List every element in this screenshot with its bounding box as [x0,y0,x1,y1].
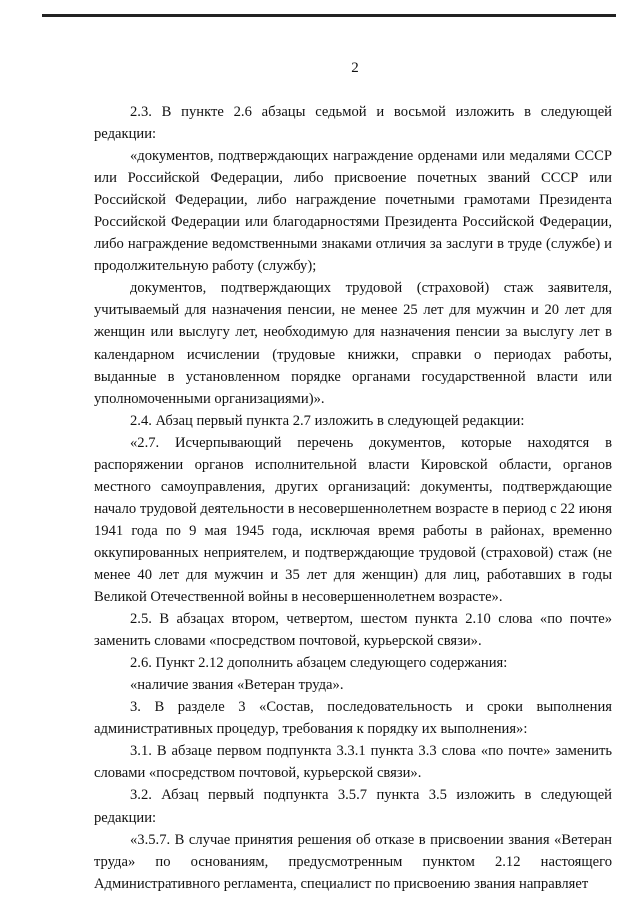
paragraph-3-2: 3.2. Абзац первый подпункта 3.5.7 пункта 3.5 изложить в следующей редакции: [94,787,612,826]
paragraph-3-1: 3.1. В абзаце первом подпункта 3.3.1 пункта 3.3 слова «по почте» заменить словами «посредством почтовой, курьерской связи». [94,743,612,782]
paragraph-awards-documents: «документов, подтверждающих награждение орденами или медалями СССР или Российской Федерации, либо присвоение почетных званий СССР или Российской Федерации, либо награждение почетными грамотами Президента Российской Федерации или благодарностями Президента Российской Федерации, либо награждение ведомственными знаками отличия за заслуги в труде (службе) и продолжительную работу (службу); [94,148,612,275]
paragraph-2-7-text: «2.7. Исчерпывающий перечень документов, которые находятся в распоряжении органов исполнительной власти Кировской области, органов местного самоуправления, других организаций: документы, подтверждающие начало трудовой деятельности в несовершеннолетнем возрасте в период с 22 июня 1941 года по 9 мая 1945 года, исключая время работы в районах, временно оккупированных неприятелем, и подтверждающие трудовой (страховой) стаж (не менее 40 лет для мужчин и 35 лет для женщин) для лиц, работавших в годы Великой Отечественной войны в несовершеннолетнем возрасте». [94,434,612,606]
paragraph-2-3: 2.3. В пункте 2.6 абзацы седьмой и восьмой изложить в следующей редакции: [94,104,612,143]
paragraph-2-4: 2.4. Абзац первый пункта 2.7 изложить в следующей редакции: [130,412,525,429]
paragraph-service-documents: документов, подтверждающих трудовой (страховой) стаж заявителя, учитываемый для назначения пенсии, не менее 25 лет для мужчин и 20 лет для женщин или выслугу лет, необходимую для назначения пенсии за выслугу лет в календарном исчислении (трудовые книжки, справки о периодах работы, выданные в установленном порядке органами государственной власти или уполномоченными организациями)». [94,280,612,407]
paragraph-veteran-title: «наличие звания «Ветеран труда». [130,677,344,694]
paragraph-section-3: 3. В разделе 3 «Состав, последовательность и сроки выполнения административных процедур, требования к порядку их выполнения»: [94,699,612,738]
document-body [94,101,612,895]
page-number: 2 [351,60,359,76]
paragraph-2-6: 2.6. Пункт 2.12 дополнить абзацем следующего содержания: [130,655,508,672]
paragraph-2-5: 2.5. В абзацах втором, четвертом, шестом пункта 2.10 слова «по почте» заменить словами «посредством почтовой, курьерской связи». [94,611,612,650]
paragraph-3-5-7: «3.5.7. В случае принятия решения об отказе в присвоении звания «Ветеран труда» по основаниям, предусмотренным пунктом 2.12 настоящего Административного регламента, специалист по присвоению звания направляет [94,831,612,892]
top-rule [42,14,616,17]
